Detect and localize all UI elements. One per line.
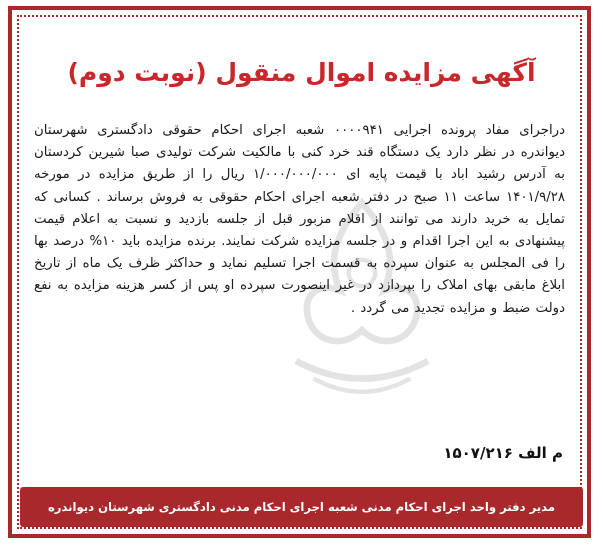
footer-text: مدیر دفتر واحد اجرای احکام مدنی شعبه اجرای احکام مدنی دادگستری شهرستان دیواندره	[47, 500, 556, 514]
notice-body: دراجرای مفاد پرونده اجرایی ۰۰۰۰۹۴۱ شعبه اجرای احکام حقوقی دادگستری شهرستان دیواندره در نظر دارد یک دستگاه قند خرد کنی با مالکیت شرکت تولیدی صبا شیرین کردستان به آدرس رشید اباد با قیمت پایه ای ۱/۰۰۰/۰۰۰/۰۰۰ ریال را از طریق مزایده در مورخه ۱۴۰۱/۹/۲۸ ساعت ۱۱ صبح در دفتر شعبه اجرای احکام حقوقی به فروش برساند . کسانی که تمایل به خرید دارند می توانند از اقلام مزبور قبل از جلسه بازدید و نسبت به اعلام قیمت پیشنهادی به این اجرا اقدام و در جلسه مزایده شرکت نمایند. برنده مزایده باید ۱۰% درصد بها را فی المجلس به عنوان سپرده به قسمت اجرا تسلیم نماید و حداکثر ظرف یک ماه از تاریخ ابلاغ مابقی بهای املاک را بپردازد در غیر اینصورت سپرده او پس از کسر هزینه مزایده به نفع دولت ضبط و مزایده تجدید می گردد .	[34, 123, 566, 316]
notice-title: آگهی مزایده اموال منقول (نوبت دوم)	[67, 58, 536, 87]
notice-reference: م الف ۱۵۰۷/۲۱۶	[443, 444, 563, 462]
notice-footer-banner	[20, 487, 583, 527]
